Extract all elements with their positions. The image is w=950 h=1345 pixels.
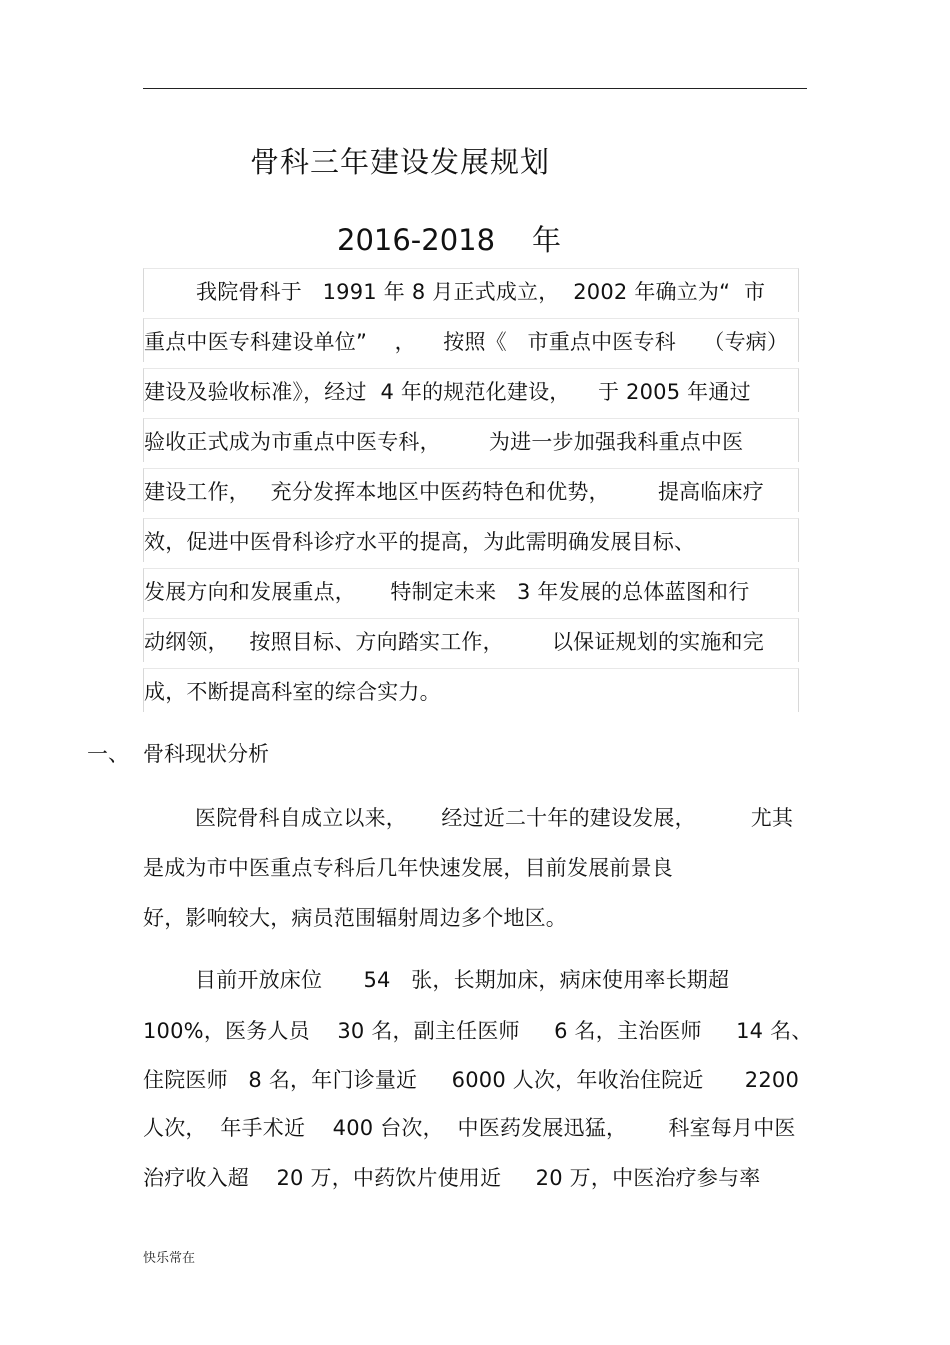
document-title: 骨科三年建设发展规划 — [250, 145, 551, 179]
intro-line: 我院骨科于 1991 年 8 月正式成立， 2002 年确立为“ 市 — [143, 268, 799, 312]
paragraph-line: 住院医师 8 名，年门诊量近 6000 人次，年收治住院近 2200 — [143, 1068, 800, 1092]
paragraph-line: 100%，医务人员 30 名，副主任医师 6 名，主治医师 14 名、 — [143, 1019, 813, 1043]
intro-line: 效，促进中医骨科诊疗水平的提高，为此需明确发展目标、 — [143, 518, 799, 562]
header-rule — [143, 88, 807, 89]
document-years: 2016-2018 年 — [337, 223, 561, 257]
paragraph-line: 目前开放床位 54 张，长期加床，病床使用率长期超 — [195, 968, 730, 992]
intro-line: 建设及验收标准》，经过 4 年的规范化建设， 于 2005 年通过 — [143, 368, 799, 412]
section-number: 一、 — [87, 742, 129, 766]
paragraph-line: 好，影响较大，病员范围辐射周边多个地区。 — [143, 906, 567, 930]
intro-line: 验收正式成为市重点中医专科， 为进一步加强我科重点中医 — [143, 418, 799, 462]
intro-line: 建设工作， 充分发挥本地区中医药特色和优势， 提高临床疗 — [143, 468, 799, 512]
section-title: 骨科现状分析 — [143, 742, 269, 766]
intro-line: 成，不断提高科室的综合实力。 — [143, 668, 799, 712]
paragraph-line: 治疗收入超 20 万，中药饮片使用近 20 万，中医治疗参与率 — [143, 1166, 761, 1190]
paragraph-line: 医院骨科自成立以来， 经过近二十年的建设发展， 尤其 — [195, 806, 794, 830]
intro-line: 动纲领， 按照目标、方向踏实工作， 以保证规划的实施和完 — [143, 618, 799, 662]
paragraph-line: 人次， 年手术近 400 台次， 中医药发展迅猛， 科室每月中医 — [143, 1116, 796, 1140]
intro-line: 重点中医专科建设单位” ， 按照《 市重点中医专科 （专病） — [143, 318, 799, 362]
intro-line: 发展方向和发展重点， 特制定未来 3 年发展的总体蓝图和行 — [143, 568, 799, 612]
paragraph-line: 是成为市中医重点专科后几年快速发展，目前发展前景良 — [143, 856, 673, 880]
page-footer: 快乐常在 — [143, 1251, 196, 1266]
